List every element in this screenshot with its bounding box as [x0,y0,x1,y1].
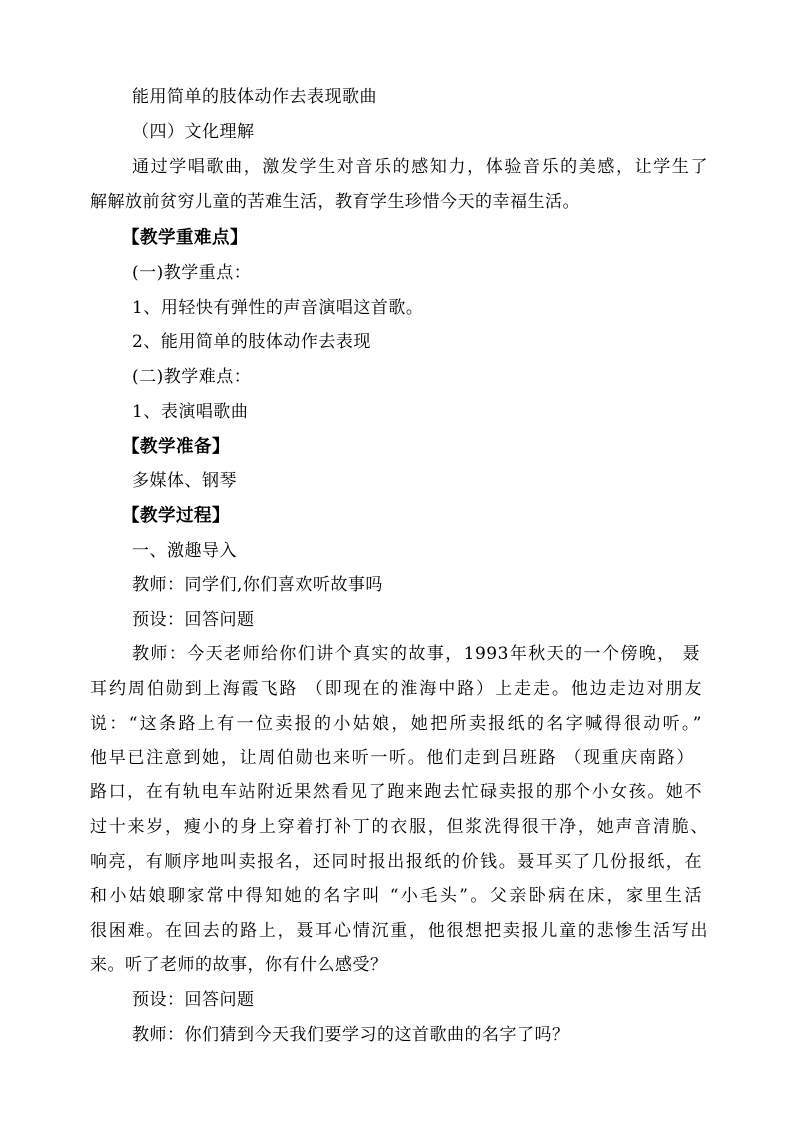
story-line-2: 耳约周伯勋到上海霞飞路 （即现在的淮海中路）上走走。他边走边对朋友 [90,679,702,699]
story-line-10: 来。听了老师的故事，你有什么感受？ [90,955,388,975]
story-line-8: 和小姑娘聊家常中得知她的名字叫 “小毛头”。父亲卧病在床，家里生活 [90,886,702,906]
story-line-7: 响亮，有顺序地叫卖报名，还同时报出报纸的价钱。聂耳买了几份报纸，在 [90,852,702,872]
paragraph-culture-line-1: 通过学唱歌曲，激发学生对音乐的感知力，体验音乐的美感，让学生了 [132,157,708,177]
story-line-6: 过十来岁，瘦小的身上穿着打补丁的衣服，但浆洗得很干净，她声音清脆、 [90,817,708,837]
step-1-heading: 一、激趣导入 [132,541,237,561]
teacher-line-1: 教师：同学们,你们喜欢听故事吗 [132,575,383,595]
paragraph-culture-line-2: 解解放前贫穷儿童的苦难生活，教育学生珍惜今天的幸福生活。 [90,192,580,212]
heading-key-difficult-points: 【教学重难点】 [122,228,248,248]
story-line-5: 路口，在有轨电车站附近果然看见了跑来跑去忙碌卖报的那个小女孩。她不 [90,782,702,802]
teacher-line-2: 教师：你们猜到今天我们要学习的这首歌曲的名字了吗？ [132,1025,570,1045]
story-line-4: 他早已注意到她，让周伯勋也来听一听。他们走到吕班路 （现重庆南路） [90,748,694,768]
key-point-2: 2、能用简单的肢体动作去表现 [132,332,371,352]
section-heading-culture: （四）文化理解 [132,122,255,142]
story-line-1: 教师：今天老师给你们讲个真实的故事，1993年秋天的一个傍晚， 聂 [132,644,700,664]
paragraph-goal: 能用简单的肢体动作去表现歌曲 [132,87,377,107]
subheading-difficult-points: (二)教学难点： [132,367,252,387]
key-point-1: 1、用轻快有弹性的声音演唱这首歌。 [132,298,424,318]
heading-preparation: 【教学准备】 [122,437,230,457]
preparation-text: 多媒体、钢琴 [132,471,237,491]
difficult-point-1: 1、表演唱歌曲 [132,402,249,422]
story-line-9: 很困难。在回去的路上，聂耳心情沉重，他很想把卖报儿童的悲惨生活写出 [90,921,708,941]
heading-process: 【教学过程】 [122,506,230,526]
story-line-3: 说：“这条路上有一位卖报的小姑娘，她把所卖报纸的名字喊得很动听。” [90,714,702,734]
expected-answer-2: 预设：回答问题 [132,990,255,1010]
subheading-key-points: (一)教学重点： [132,263,252,283]
expected-answer-1: 预设：回答问题 [132,610,255,630]
